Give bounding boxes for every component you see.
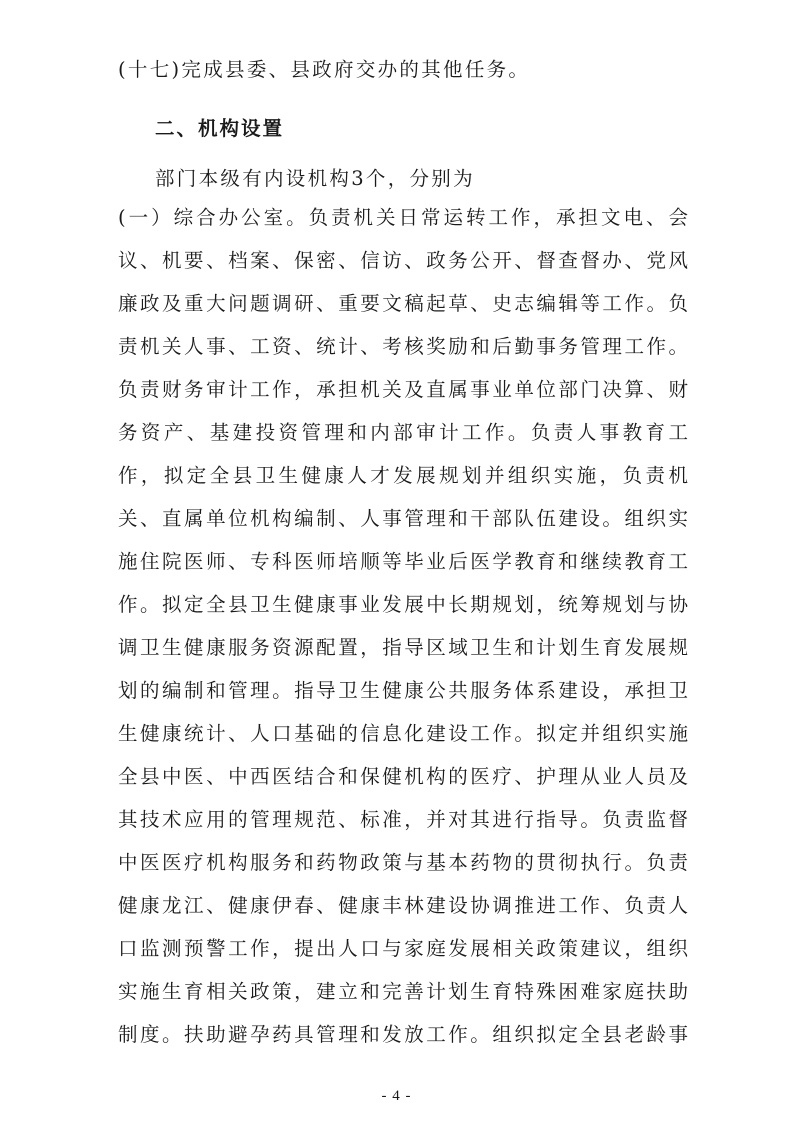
body-line: 口监测预警工作，提出人口与家庭发展相关政策建议，组织	[118, 937, 688, 960]
body-line: 生健康统计、人口基础的信息化建设工作。拟定并组织实施	[118, 722, 688, 745]
body-line: 制度。扶助避孕药具管理和发放工作。组织拟定全县老龄事	[118, 1023, 688, 1046]
body-line: 务资产、基建投资管理和内部审计工作。负责人事教育工	[118, 421, 688, 444]
body-line: 负责财务审计工作，承担机关及直属事业单位部门决算、财	[118, 378, 688, 401]
body-line: 实施生育相关政策，建立和完善计划生育特殊困难家庭扶助	[118, 980, 688, 1003]
body-line: 中医医疗机构服务和药物政策与基本药物的贯彻执行。负责	[118, 851, 688, 874]
body-line: 全县中医、中西医结合和保健机构的医疗、护理从业人员及	[118, 765, 688, 788]
body-line: 议、机要、档案、保密、信访、政务公开、督查督办、党风	[118, 249, 688, 272]
body-line: 关、直属单位机构编制、人事管理和干部队伍建设。组织实	[118, 507, 688, 530]
task-line: (十七)完成县委、县政府交办的其他任务。	[118, 58, 531, 81]
body-line: 作。拟定全县卫生健康事业发展中长期规划，统筹规划与协	[118, 593, 688, 616]
body-line: (一）综合办公室。负责机关日常运转工作，承担文电、会	[118, 206, 688, 229]
section-heading: 二、机构设置	[155, 117, 285, 140]
body-line: 责机关人事、工资、统计、考核奖励和后勤事务管理工作。	[118, 335, 688, 358]
page-number: - 4 -	[381, 1088, 412, 1104]
body-line: 施住院医师、专科医师培顺等毕业后医学教育和继续教育工	[118, 550, 688, 573]
body-line: 调卫生健康服务资源配置，指导区域卫生和计划生育发展规	[118, 636, 688, 659]
body-line: 其技术应用的管理规范、标准，并对其进行指导。负责监督	[118, 808, 688, 831]
body-line: 作，拟定全县卫生健康人才发展规划并组织实施，负责机	[118, 464, 688, 487]
dept-intro-line: 部门本级有内设机构3个，分别为	[155, 167, 475, 190]
body-line: 廉政及重大问题调研、重要文稿起草、史志编辑等工作。负	[118, 292, 688, 315]
body-line: 健康龙江、健康伊春、健康丰林建设协调推进工作、负责人	[118, 894, 688, 917]
body-line: 划的编制和管理。指导卫生健康公共服务体系建设，承担卫	[118, 679, 688, 702]
